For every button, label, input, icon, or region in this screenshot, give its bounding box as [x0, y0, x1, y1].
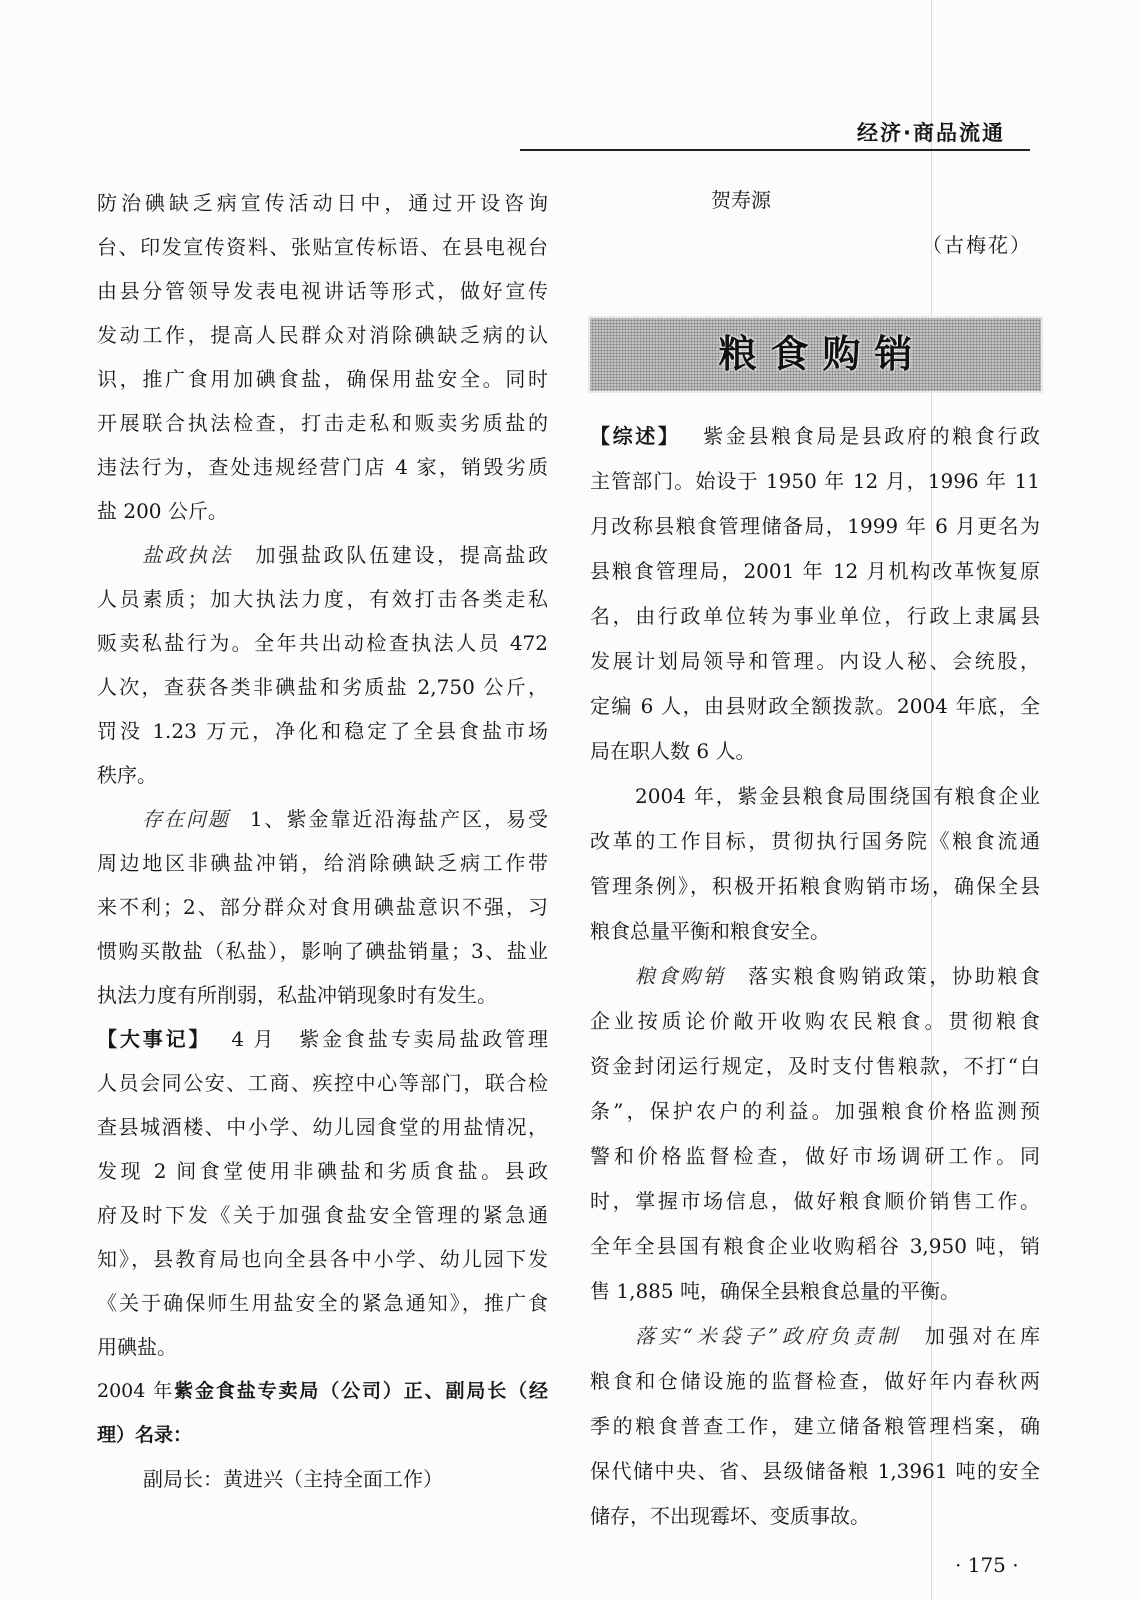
text-line: 发现 2 间食堂使用非碘盐和劣质食盐。县政 [97, 1159, 548, 1183]
text-line [97, 797, 548, 841]
line-text: 紫金食盐专卖局盐政管理 [296, 1027, 549, 1051]
text-line: 月改称县粮食管理储备局，1999 年 6 月更名为 [590, 514, 1040, 538]
paragraph-lead: 粮食购销 [635, 964, 726, 988]
text-line: 违法行为，查处违规经营门店 4 家，销毁劣质 [97, 455, 548, 479]
roster-heading-text: 紫金食盐专卖局（公司）正、副局长（经 [174, 1380, 548, 1402]
paragraph-lead: 存在问题 [142, 807, 230, 831]
text-line: 《关于确保师生用盐安全的紧急通知》，推广食 [97, 1291, 548, 1315]
line-text: 落实粮食购销政策，协助粮食 [745, 964, 1041, 988]
text-line: 执法力度有所削弱，私盐冲销现象时有发生。 [97, 983, 497, 1007]
text-line: 人次，查获各类非碘盐和劣质盐 2,750 公斤， [97, 675, 548, 699]
text-line: 储存，不出现霉坏、变质事故。 [590, 1504, 870, 1528]
text-line: 由县分管领导发表电视讲话等形式，做好宣传 [97, 279, 548, 303]
text-line: 府及时下发《关于加强食盐安全管理的紧急通 [97, 1203, 548, 1227]
text-line: 管理条例》，积极开拓粮食购销市场，确保全县 [590, 874, 1040, 898]
text-line: 售 1,885 吨，确保全县粮食总量的平衡。 [590, 1279, 960, 1303]
roster-heading: 理）名录： [97, 1424, 193, 1446]
line-text: 紫金县粮食局是县政府的粮食行政 [700, 424, 1041, 448]
left-column [97, 181, 548, 1501]
paragraph-lead: 盐政执法 [142, 543, 233, 567]
text-line [590, 1314, 1040, 1359]
text-line: 季的粮食普查工作，建立储备粮管理档案，确 [590, 1414, 1040, 1438]
text-line: 粮食和仓储设施的监督检查，做好年内春秋两 [590, 1369, 1040, 1393]
roster-heading [97, 1369, 548, 1413]
text-line: 县粮食管理局，2001 年 12 月机构改革恢复原 [590, 559, 1040, 583]
source-credit: （古梅花） [922, 233, 1032, 257]
text-line [97, 1017, 548, 1061]
header-rule [520, 149, 1030, 151]
text-line: 发动工作，提高人民群众对消除碘缺乏病的认 [97, 323, 548, 347]
text-line: 防治碘缺乏病宣传活动日中，通过开设咨询 [97, 191, 548, 215]
text-line: 资金封闭运行规定，及时支付售粮款，不打“白 [590, 1054, 1040, 1078]
overview-label: 【综述】 [590, 424, 681, 448]
roster-heading-year: 2004 年 [97, 1380, 175, 1402]
text-line: 时，掌握市场信息，做好粮食顺价销售工作。 [590, 1189, 1040, 1213]
text-line [590, 414, 1040, 459]
text-line: 警和价格监督检查，做好市场调研工作。同 [590, 1144, 1040, 1168]
text-line: 查县城酒楼、中小学、幼儿园食堂的用盐情况， [97, 1115, 548, 1139]
text-line: 惯购买散盐（私盐），影响了碘盐销量；3、盐业 [97, 939, 548, 963]
text-line: 台、印发宣传资料、张贴宣传标语、在县电视台 [97, 235, 548, 259]
text-line: 2004 年，紫金县粮食局围绕国有粮食企业 [635, 784, 1040, 808]
text-line: 开展联合执法检查，打击走私和贩卖劣质盐的 [97, 411, 548, 435]
text-line: 识，推广食用加碘食盐，确保用盐安全。同时 [97, 367, 548, 391]
text-line: 贩卖私盐行为。全年共出动检查执法人员 472 [97, 631, 548, 655]
page-number: · 175 · [955, 1553, 1019, 1577]
running-header: 经济·商品流通 [857, 121, 1005, 145]
text-line: 条”，保护农户的利益。加强粮食价格监测预 [590, 1099, 1040, 1123]
events-label: 【大事记】 [97, 1027, 212, 1051]
section-title: 粮食购销 [718, 332, 927, 376]
line-text: 加强盐政队伍建设，提高盐政 [252, 543, 549, 567]
text-line [97, 533, 548, 577]
text-line: 来不利；2、部分群众对食用碘盐意识不强，习 [97, 895, 548, 919]
text-line: 用碘盐。 [97, 1335, 177, 1359]
text-line: 知》，县教育局也向全县各中小学、幼儿园下发 [97, 1247, 548, 1271]
text-line: 人员素质；加大执法力度，有效打击各类走私 [97, 587, 548, 611]
text-line [590, 954, 1040, 999]
text-line: 发展计划局领导和管理。内设人秘、会统股， [590, 649, 1040, 673]
text-line: 罚没 1.23 万元，净化和稳定了全县食盐市场 [97, 719, 548, 743]
text-line: 企业按质论价敞开收购农民粮食。贯彻粮食 [590, 1009, 1040, 1033]
text-line: 局在职人数 6 人。 [590, 739, 756, 763]
text-line: 名，由行政单位转为事业单位，行政上隶属县 [590, 604, 1040, 628]
line-text: 加强对在库 [921, 1324, 1040, 1348]
text-line: 人员会同公安、工商、疾控中心等部门，联合检 [97, 1071, 548, 1095]
text-line: 粮食总量平衡和粮食安全。 [590, 919, 830, 943]
paragraph-lead: 落实“米袋子”政府负责制 [635, 1324, 902, 1348]
line-text: 1、紫金靠近沿海盐产区，易受 [249, 807, 548, 831]
text-line: 秩序。 [97, 763, 157, 787]
right-column [590, 414, 1040, 1539]
author-name: 贺寿源 [711, 188, 771, 212]
text-line: 改革的工作目标，贯彻执行国务院《粮食流通 [590, 829, 1040, 853]
event-month: 4 月 [231, 1027, 277, 1051]
text-line: 保代储中央、省、县级储备粮 1,3961 吨的安全 [590, 1459, 1040, 1483]
text-line: 周边地区非碘盐冲销，给消除碘缺乏病工作带 [97, 851, 548, 875]
roster-entry: 副局长：黄进兴（主持全面工作） [143, 1467, 443, 1491]
text-line: 盐 200 公斤。 [97, 499, 228, 523]
section-title-box [588, 316, 1043, 393]
text-line: 定编 6 人，由县财政全额拨款。2004 年底，全 [590, 694, 1040, 718]
text-line: 主管部门。始设于 1950 年 12 月，1996 年 11 [590, 469, 1040, 493]
text-line: 全年全县国有粮食企业收购稻谷 3,950 吨，销 [590, 1234, 1040, 1258]
